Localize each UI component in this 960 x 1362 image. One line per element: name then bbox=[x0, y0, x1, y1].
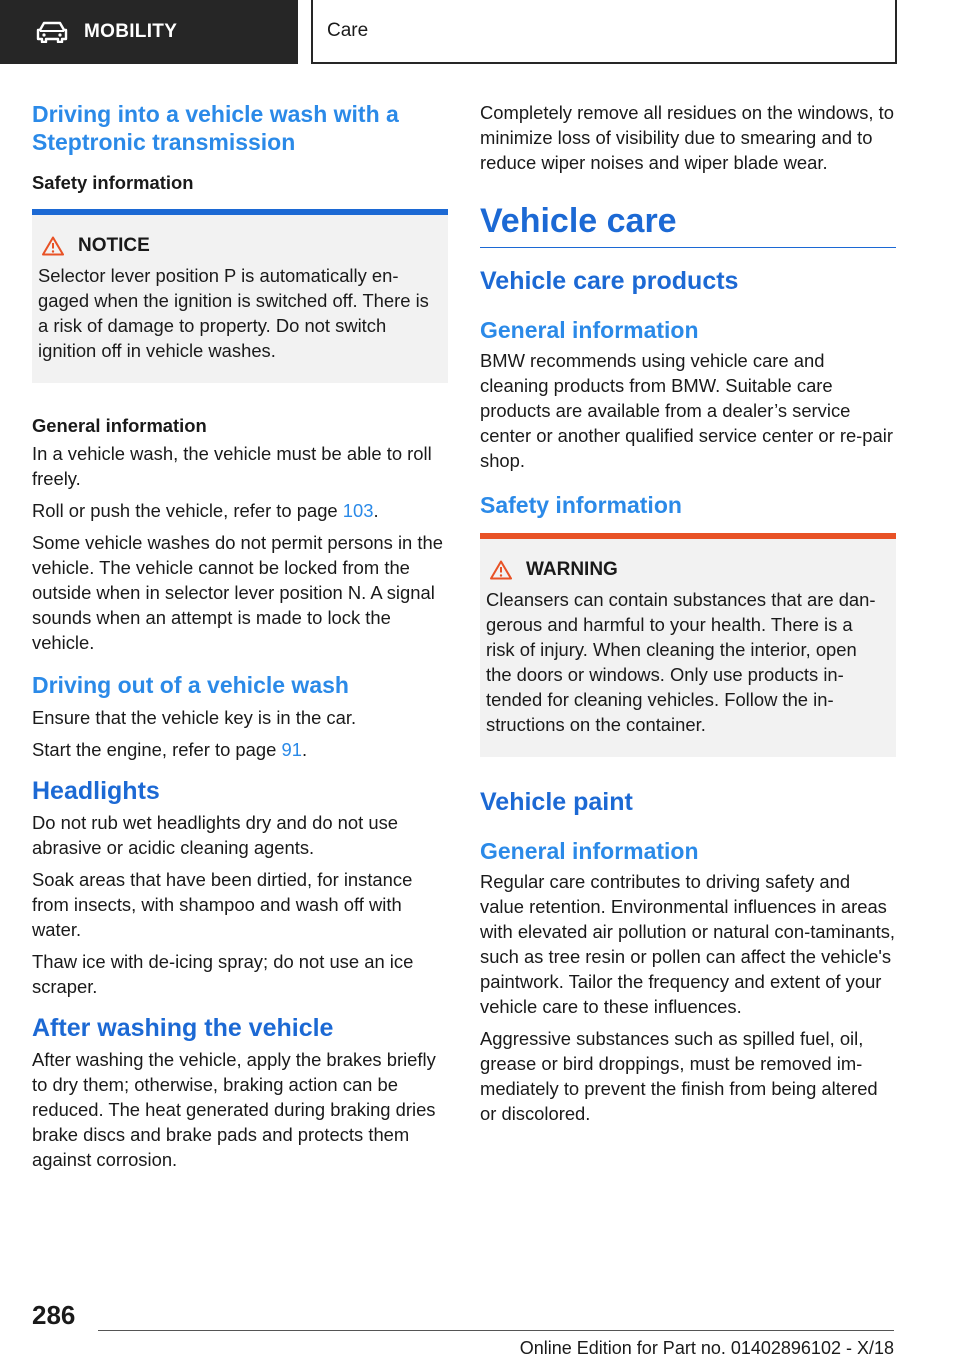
right-column bbox=[480, 100, 896, 1133]
warning-triangle-icon bbox=[42, 236, 64, 256]
paragraph: BMW recommends using vehicle care and cleaning products from BMW. Suitable care products are available from a dealer’s service center or another qualified service center or re-pair shop. bbox=[480, 350, 893, 471]
subheading-safety-information: Safety information bbox=[32, 172, 194, 193]
paragraph: Ensure that the vehicle key is in the car. bbox=[32, 707, 357, 728]
paragraph: Thaw ice with de-icing spray; do not use an ice scraper. bbox=[32, 951, 414, 997]
page-header bbox=[0, 0, 960, 66]
left-column bbox=[32, 100, 448, 1179]
notice-title-row bbox=[38, 235, 434, 257]
warning-text: Cleansers can contain substances that are dan-gerous and harmful to your health. There is a risk of injury. When cleaning the interior, open the doors or windows. Only use products in-tended for cleaning vehicles. Follow the in-structions on the container. bbox=[486, 589, 876, 735]
heading-general-information-paint: General information bbox=[480, 838, 699, 864]
notice-box bbox=[32, 209, 448, 383]
paragraph: Aggressive substances such as spilled fuel, oil, grease or bird droppings, must be removed im-mediately to prevent the finish from being altered or discolored. bbox=[480, 1028, 878, 1124]
page-number: 286 bbox=[32, 1300, 76, 1330]
edition-note: Online Edition for Part no. 01402896102 - X/18 bbox=[519, 1338, 894, 1358]
heading-vehicle-wash-steptronic: Driving into a vehicle wash with a Steptronic transmission bbox=[32, 101, 399, 155]
warning-box bbox=[480, 533, 896, 757]
page-link-91[interactable]: 91 bbox=[281, 739, 302, 760]
chapter-label: Care bbox=[327, 20, 369, 41]
heading-safety-information: Safety information bbox=[480, 492, 682, 518]
page-link-103[interactable]: 103 bbox=[342, 500, 374, 521]
section-label: MOBILITY bbox=[84, 21, 178, 42]
heading-general-information: General information bbox=[480, 317, 699, 343]
warning-title-row bbox=[486, 559, 882, 581]
heading-vehicle-care-products: Vehicle care products bbox=[480, 267, 739, 295]
heading-after-washing: After washing the vehicle bbox=[32, 1014, 334, 1042]
warning-title: WARNING bbox=[526, 559, 618, 580]
paragraph: After washing the vehicle, apply the brakes briefly to dry them; otherwise, braking action can be reduced. The heat generated during braking dries brake discs and brake pads and protects them against corrosion. bbox=[32, 1049, 436, 1170]
paragraph-with-link bbox=[32, 498, 448, 523]
paragraph-with-link bbox=[32, 737, 448, 762]
section-tab bbox=[0, 0, 298, 64]
notice-title: NOTICE bbox=[78, 235, 150, 256]
heading-rule bbox=[480, 201, 896, 248]
car-icon bbox=[36, 21, 68, 43]
warning-triangle-icon bbox=[490, 560, 512, 580]
page-footer bbox=[0, 1290, 960, 1362]
subheading-general-information: General information bbox=[32, 415, 207, 436]
paragraph: Regular care contributes to driving safety and value retention. Environmental influences in areas with elevated air pollution or natural con-taminants, such as tree resin or pollen can affect the vehicle's paintwork. Tailor the frequency and extent of your vehicle care to these influences. bbox=[480, 871, 896, 1017]
paragraph-text: Start the engine, refer to page bbox=[32, 739, 282, 760]
paragraph: Soak areas that have been dirtied, for instance from insects, with shampoo and wash off with water. bbox=[32, 869, 413, 940]
paragraph-text: . bbox=[301, 739, 308, 760]
heading-driving-out: Driving out of a vehicle wash bbox=[32, 672, 349, 698]
paragraph: In a vehicle wash, the vehicle must be able to roll freely. bbox=[32, 443, 432, 489]
footer-divider bbox=[98, 1330, 894, 1331]
heading-vehicle-care: Vehicle care bbox=[480, 202, 677, 240]
paragraph: Some vehicle washes do not permit persons in the vehicle. The vehicle cannot be locked from the outside when in selector lever position N. A signal sounds when an attempt is made to lock the vehicle. bbox=[32, 532, 443, 653]
paragraph: Do not rub wet headlights dry and do not use abrasive or acidic cleaning agents. bbox=[32, 812, 399, 858]
heading-vehicle-paint: Vehicle paint bbox=[480, 788, 633, 816]
chapter-box bbox=[311, 0, 897, 64]
heading-headlights: Headlights bbox=[32, 777, 160, 805]
paragraph-text: Roll or push the vehicle, refer to page bbox=[32, 500, 343, 521]
paragraph: Completely remove all residues on the windows, to minimize loss of visibility due to smearing and to reduce wiper noises and wiper blade wear. bbox=[480, 102, 894, 173]
paragraph-text: . bbox=[373, 500, 379, 521]
notice-text: Selector lever position P is automatically en-gaged when the ignition is switched off. There is a risk of damage to property. Do not switch ignition off in vehicle washes. bbox=[38, 265, 429, 361]
